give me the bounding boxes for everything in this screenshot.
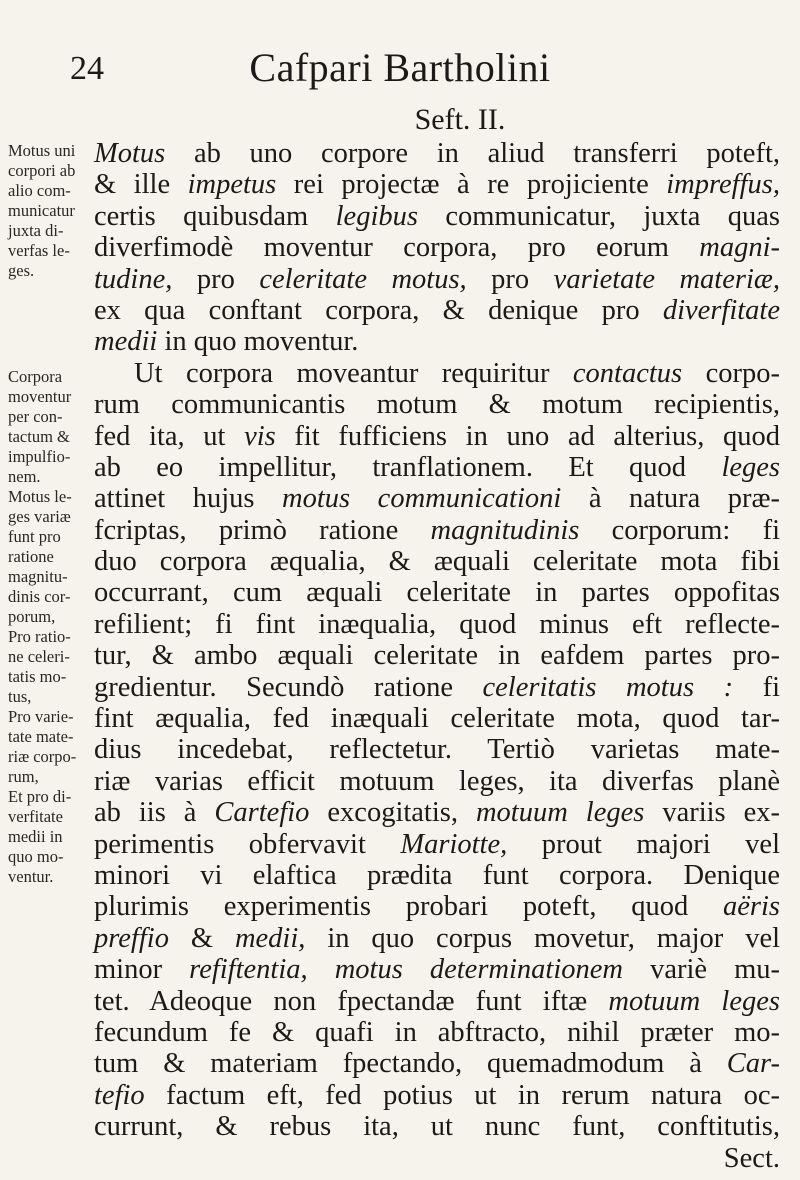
text-run: riæ varias efficit motuum leges, ita diverfas planè [94, 765, 780, 797]
italic-phrase: celeritatis motus : [482, 671, 734, 703]
margin-note-communication [8, 141, 84, 281]
margin-note-line: porum, [8, 607, 56, 626]
margin-note-line: Motus uni [8, 141, 76, 160]
text-run: communicatur, juxta quas [417, 200, 781, 232]
italic-phrase: magnitudinis [430, 514, 580, 546]
margin-note-line: ges variæ [8, 507, 71, 526]
text-line [94, 703, 780, 734]
text-run: pro [172, 263, 260, 295]
margin-note-line: per con- [8, 407, 63, 426]
text-run: Ut corpora moveantur requiritur [134, 357, 573, 389]
text-line [94, 358, 780, 389]
text-run: Sect. [723, 1142, 780, 1174]
italic-phrase: Car- [726, 1048, 780, 1080]
text-line [94, 797, 780, 828]
margin-note-line: ne celeri- [8, 647, 70, 666]
margin-note-line: verfas le- [8, 241, 70, 260]
running-title: Cafpari Bartholini [249, 45, 551, 90]
italic-phrase: Motus [94, 138, 166, 169]
text-run: minor [94, 954, 190, 986]
text-line [94, 326, 780, 357]
text-line [94, 860, 780, 891]
text-run: corpo- [682, 357, 780, 389]
text-line [94, 232, 780, 263]
text-run: excogitatis, [309, 797, 476, 829]
text-run: in quo moventur. [157, 326, 359, 358]
text-run: factum eft, fed potius ut in rerum natura oc- [144, 1079, 780, 1111]
text-line [94, 734, 780, 765]
text-run: ab eo impellitur, tranflationem. Et quod [94, 451, 722, 483]
italic-phrase: motus communicationi [282, 483, 562, 515]
italic-phrase: medii, [234, 922, 306, 954]
text-run: variè mu- [623, 954, 781, 986]
text-run: attinet hujus [94, 483, 283, 515]
text-run: minori vi elaftica prædita funt corpora. Denique [94, 859, 780, 891]
text-line [94, 421, 780, 452]
margin-note-line: funt pro [8, 527, 61, 546]
italic-phrase: varietate materiæ, [553, 263, 780, 295]
text-run: & [168, 922, 235, 954]
text-line [94, 1017, 780, 1048]
italic-phrase: impreffus, [666, 169, 780, 201]
italic-phrase: aëris [723, 891, 780, 923]
text-run [308, 954, 335, 985]
italic-phrase: motuum leges [475, 797, 645, 829]
margin-note-line: Et pro di- [8, 787, 72, 806]
margin-note-line: dinis cor- [8, 587, 71, 606]
text-run: in quo corpus movetur, major vel [305, 922, 781, 954]
italic-phrase: contactus [572, 357, 683, 389]
text-run: rei projectæ à re projiciente [276, 169, 667, 201]
margin-note-line: Pro ratio- [8, 627, 71, 646]
text-run: refilient; fi fint inæqualia, quod minus eft reflecte- [94, 608, 780, 640]
text-run: fit fufficiens in uno ad alterius, quod [275, 420, 781, 452]
text-line [94, 954, 780, 985]
margin-note-line: municatur [8, 201, 75, 220]
margin-note-line: medii in [8, 827, 63, 846]
margin-note-line: riæ corpo- [8, 747, 77, 766]
body-text [94, 138, 780, 1174]
margin-note-line: moventur [8, 387, 72, 406]
italic-phrase: motuum leges [608, 985, 780, 1017]
margin-note-line: tactum & [8, 427, 70, 446]
text-line [94, 766, 780, 797]
italic-phrase: motus determinationem [334, 954, 623, 986]
text-run: à natura præ- [561, 483, 780, 515]
margin-note-line: corpori ab [8, 161, 76, 180]
italic-phrase: Cartefio [214, 797, 310, 829]
text-line [94, 923, 780, 954]
italic-phrase: vis [244, 420, 276, 452]
text-line [94, 138, 780, 169]
margin-note-line: impulfio- [8, 447, 71, 466]
text-run: perimentis obfervavit [94, 828, 401, 860]
text-run: fecundum fe & quafi in abftracto, nihil præter mo- [94, 1016, 780, 1048]
section-heading: Seft. II. [414, 103, 506, 136]
margin-note-line: alio com- [8, 181, 71, 200]
text-run: fed ita, ut [94, 420, 245, 452]
italic-phrase: tefio [94, 1079, 145, 1111]
margin-note-line: ventur. [8, 867, 54, 886]
text-line [94, 986, 780, 1017]
text-line [94, 609, 780, 640]
text-line [94, 1111, 780, 1142]
margin-note-line: quo mo- [8, 847, 64, 866]
margin-note-line: tus, [8, 687, 32, 706]
text-run: & ille [94, 169, 188, 201]
text-line [94, 891, 780, 922]
text-run: corporum: fi [579, 514, 780, 546]
catchword [94, 1143, 780, 1174]
margin-note-line: tate mate- [8, 727, 74, 746]
text-line [94, 201, 780, 232]
text-line [94, 483, 780, 514]
italic-phrase: celeritate motus, [259, 263, 467, 295]
margin-note-line: rum, [8, 767, 39, 786]
margin-note-line: juxta di- [8, 221, 64, 240]
margin-note-line: nem. [8, 467, 41, 486]
page-number: 24 [70, 50, 104, 87]
text-run: fcriptas, primò ratione [94, 514, 431, 546]
margin-note-line: Corpora [8, 367, 63, 386]
text-line [94, 577, 780, 608]
text-run: ab uno corpore in aliud transferri poteft, [165, 138, 780, 169]
text-run: certis quibusdam [94, 200, 336, 232]
text-run: tur, & ambo æquali celeritate in eafdem partes pro- [94, 640, 780, 672]
text-line [94, 169, 780, 200]
italic-phrase: tudine, [94, 263, 173, 295]
text-run: tum & materiam fpectando, quemadmodum à [94, 1048, 727, 1080]
text-run: duo corpora æqualia, & æquali celeritate mota fibi [94, 546, 780, 578]
text-line [94, 1048, 780, 1079]
text-run: prout majori vel [507, 828, 781, 860]
italic-phrase: leges [721, 451, 780, 483]
text-line [94, 452, 780, 483]
margin-note-line: Pro varie- [8, 707, 74, 726]
margin-note-line: magnitu- [8, 567, 68, 586]
text-run: pro [466, 263, 554, 295]
italic-phrase: impetus [187, 169, 277, 201]
italic-phrase: diverfitate [662, 294, 780, 326]
margin-note-line: Motus le- [8, 487, 72, 506]
text-line [94, 295, 780, 326]
margin-note-line: ges. [8, 261, 35, 280]
text-line [94, 546, 780, 577]
text-line [94, 389, 780, 420]
text-line [94, 640, 780, 671]
text-line [94, 672, 780, 703]
text-run: ab iis à [94, 797, 215, 829]
text-run: occurrant, cum æquali celeritate in partes oppofitas [94, 577, 780, 609]
text-run: fint æqualia, fed inæquali celeritate mota, quod tar- [94, 703, 780, 735]
margin-note-line: ratione [8, 547, 54, 566]
text-run: tet. Adeoque non fpectandæ funt iftæ [94, 985, 609, 1017]
text-run: rum communicantis motum & motum recipientis, [94, 389, 780, 421]
italic-phrase: Mariotte, [400, 828, 508, 860]
text-run: currunt, & rebus ita, ut nunc funt, conftitutis, [94, 1111, 780, 1143]
margin-note-motion-laws [8, 367, 84, 887]
italic-phrase: refiftentia, [189, 954, 308, 986]
margin-note-line: tatis mo- [8, 667, 67, 686]
text-run: variis ex- [644, 797, 781, 829]
text-run: dius incedebat, reflectetur. Tertiò varietas mate- [94, 734, 780, 766]
text-line [94, 1080, 780, 1111]
italic-phrase: legibus [335, 200, 418, 232]
text-line [94, 515, 780, 546]
text-run: fi [733, 671, 780, 703]
text-run: gredientur. Secundò ratione [94, 671, 483, 703]
text-run: plurimis experimentis probari poteft, quod [94, 891, 723, 923]
italic-phrase: magni- [699, 232, 780, 264]
italic-phrase: medii [94, 326, 158, 358]
italic-phrase: preffio [94, 922, 169, 954]
text-line [94, 264, 780, 295]
text-run: diverfimodè moventur corpora, pro eorum [94, 232, 700, 264]
text-line [94, 829, 780, 860]
text-run: ex qua conftant corpora, & denique pro [94, 294, 663, 326]
margin-note-line: verfitate [8, 807, 63, 826]
